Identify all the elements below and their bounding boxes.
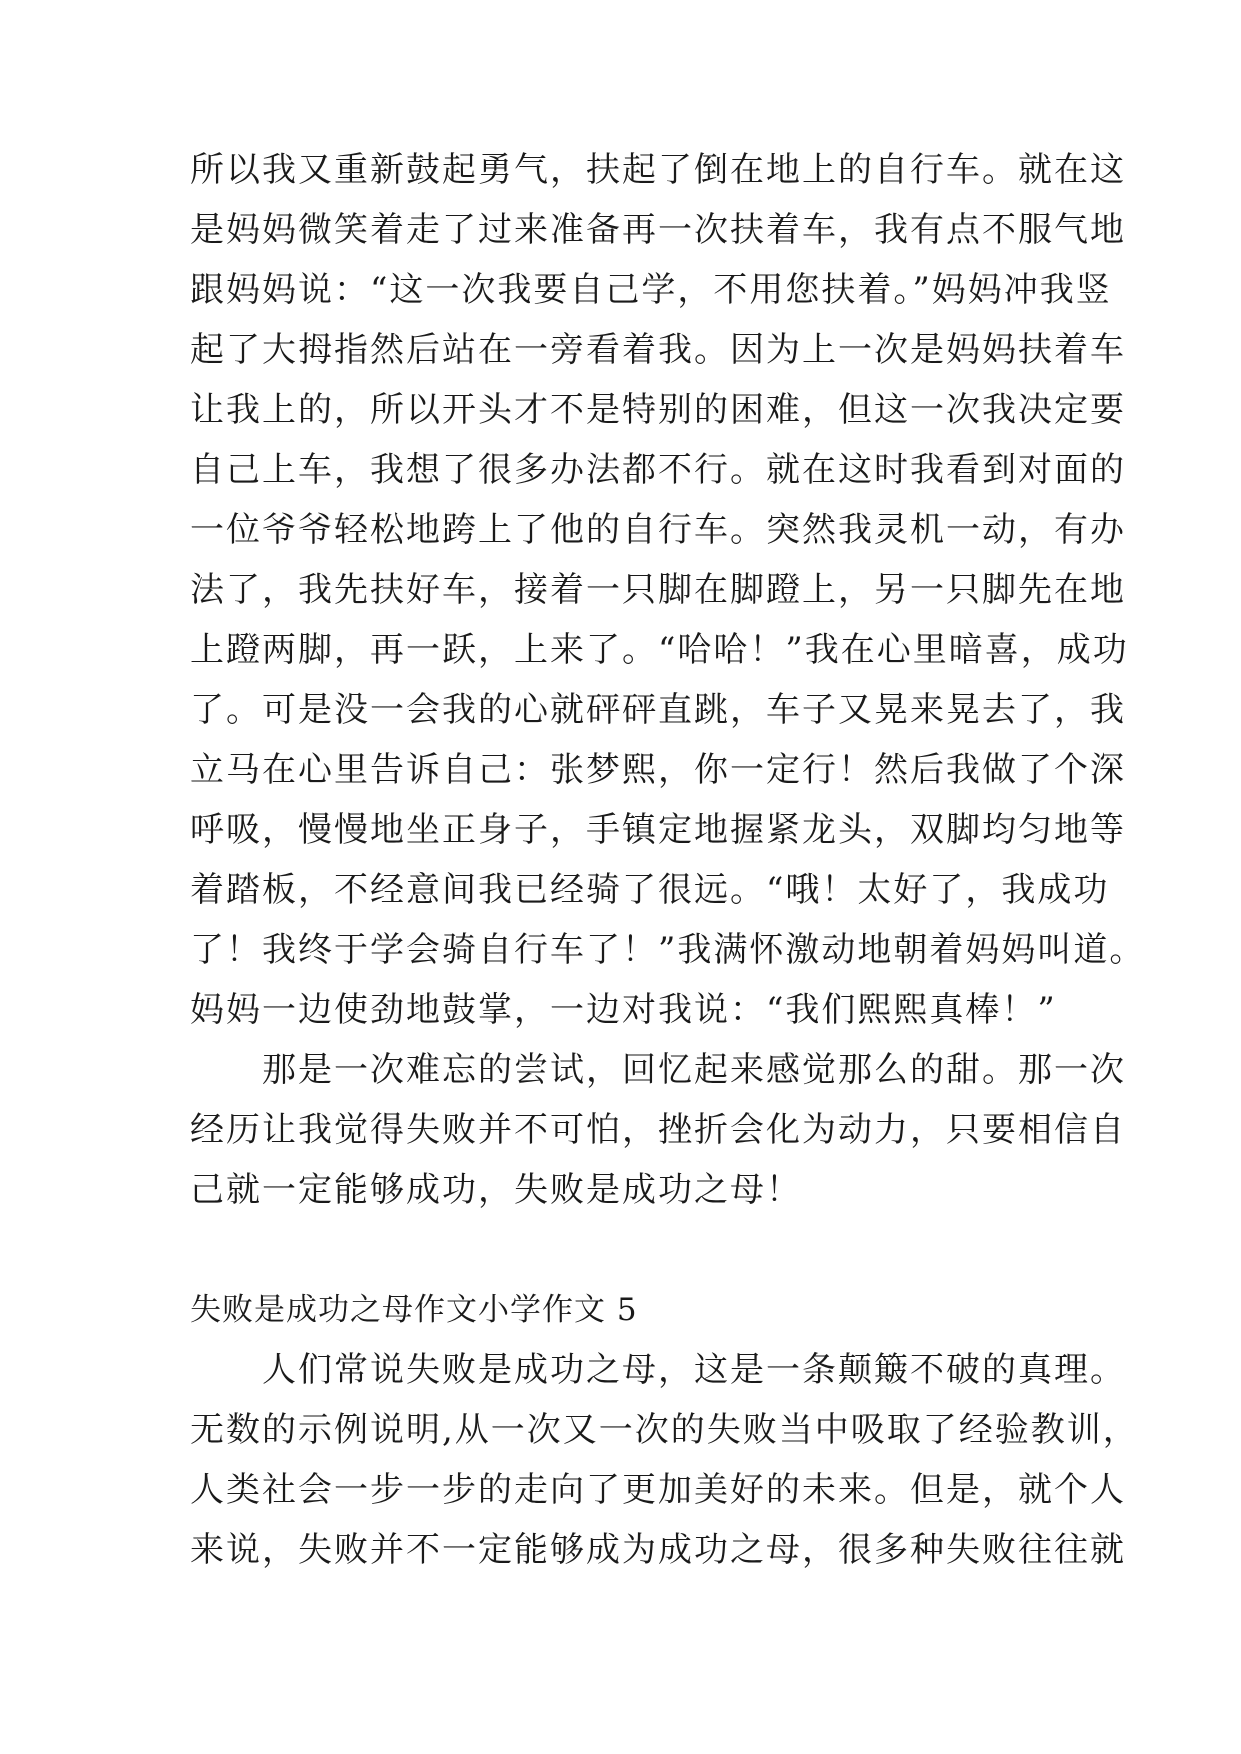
body-line: 起了大拇指然后站在一旁看着我。因为上一次是妈妈扶着车: [190, 330, 1126, 370]
body-line: 人们常说失败是成功之母，这是一条颠簸不破的真理。: [190, 1350, 1126, 1390]
body-line: 那是一次难忘的尝试，回忆起来感觉那么的甜。那一次: [190, 1050, 1126, 1090]
body-line: 立马在心里告诉自己：张梦熙，你一定行！然后我做了个深: [190, 750, 1126, 790]
body-line: 一位爷爷轻松地跨上了他的自行车。突然我灵机一动，有办: [190, 510, 1126, 550]
body-line: 让我上的，所以开头才不是特别的困难，但这一次我决定要: [190, 390, 1126, 430]
body-line: 所以我又重新鼓起勇气，扶起了倒在地上的自行车。就在这: [190, 150, 1126, 190]
body-line: 上蹬两脚，再一跃，上来了。“哈哈！”我在心里暗喜，成功: [190, 630, 1129, 670]
body-line: 呼吸，慢慢地坐正身子，手镇定地握紧龙头，双脚均匀地等: [190, 810, 1126, 850]
body-line: 了！我终于学会骑自行车了！”我满怀激动地朝着妈妈叫道。: [190, 930, 1146, 970]
body-line: 来说，失败并不一定能够成为成功之母，很多种失败往往就: [190, 1530, 1126, 1570]
body-line: 了。可是没一会我的心就砰砰直跳，车子又晃来晃去了，我: [190, 690, 1126, 730]
body-line: 无数的示例说明,从一次又一次的失败当中吸取了经验教训，: [190, 1410, 1139, 1450]
body-line: 经历让我觉得失败并不可怕，挫折会化为动力，只要相信自: [190, 1110, 1126, 1150]
body-line: 着踏板，不经意间我已经骑了很远。“哦！太好了，我成功: [190, 870, 1110, 910]
body-line: 法了，我先扶好车，接着一只脚在脚蹬上，另一只脚先在地: [190, 570, 1126, 610]
body-line: 妈妈一边使劲地鼓掌，一边对我说：“我们熙熙真棒！”: [190, 990, 1057, 1030]
body-line: 己就一定能够成功，失败是成功之母！: [190, 1170, 802, 1210]
body-line: 是妈妈微笑着走了过来准备再一次扶着车，我有点不服气地: [190, 210, 1126, 250]
body-line: 自己上车，我想了很多办法都不行。就在这时我看到对面的: [190, 450, 1126, 490]
body-line: 跟妈妈说：“这一次我要自己学，不用您扶着。”妈妈冲我竖: [190, 270, 1112, 310]
body-line: 人类社会一步一步的走向了更加美好的未来。但是，就个人: [190, 1470, 1126, 1510]
section-title: 失败是成功之母作文小学作文 5: [190, 1292, 638, 1328]
